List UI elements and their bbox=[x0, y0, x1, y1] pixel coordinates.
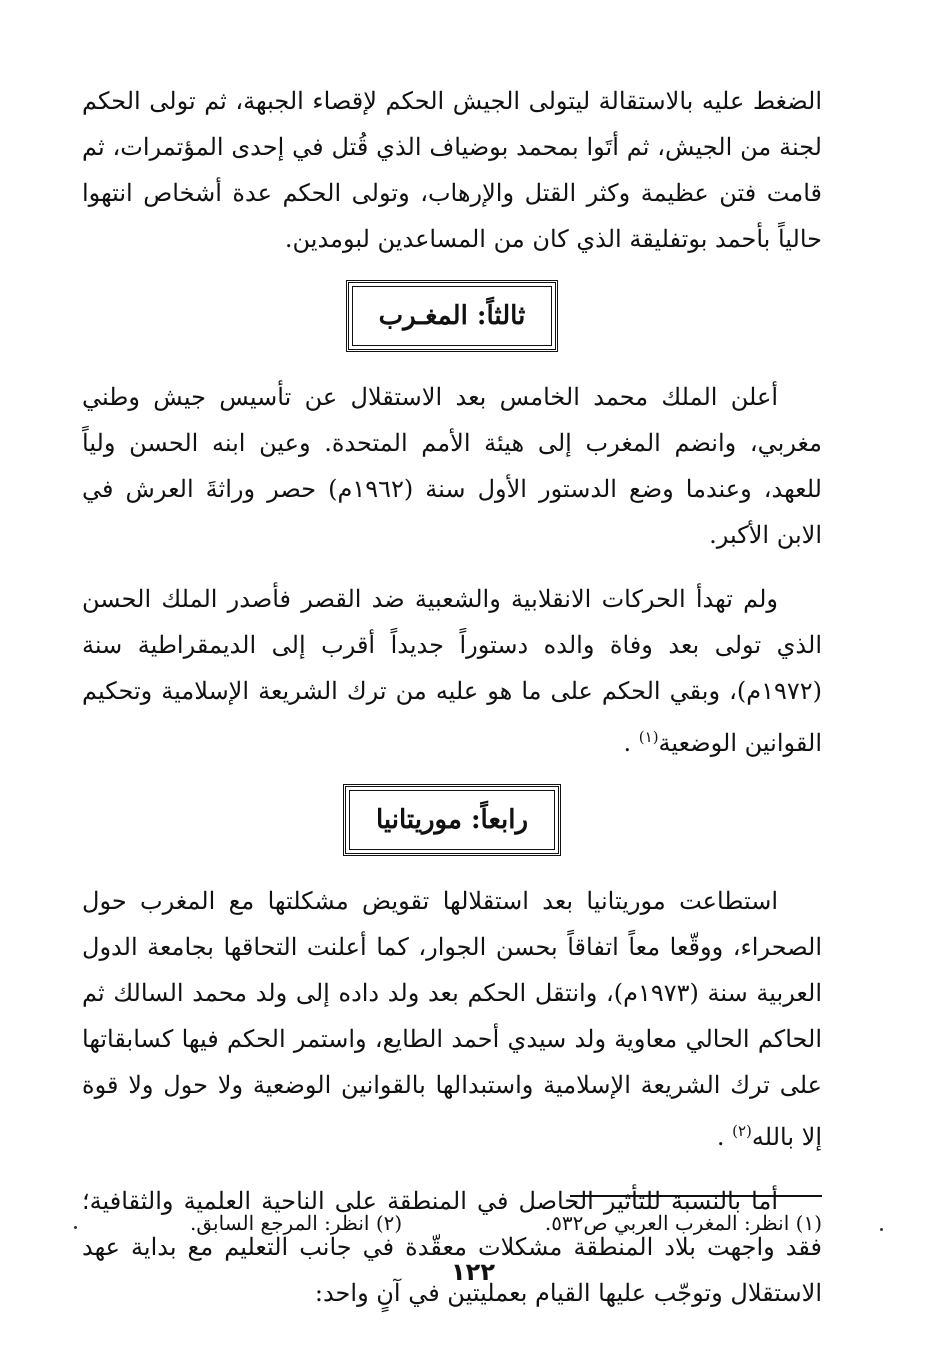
footnote-divider bbox=[570, 1195, 822, 1197]
heading-mauritania: رابعاً: موريتانيا bbox=[349, 790, 555, 850]
scan-speck bbox=[74, 1226, 77, 1229]
paragraph-morocco-2 bbox=[82, 576, 822, 766]
scan-speck bbox=[880, 1228, 883, 1231]
heading-morocco-box bbox=[346, 280, 559, 352]
paragraph-morocco-2-end: . bbox=[623, 729, 639, 757]
heading-mauritania-wrap bbox=[82, 784, 822, 856]
page-body bbox=[82, 78, 822, 1334]
paragraph-education: أما بالنسبة للتأثير الحاصل في المنطقة على الناحية العلمية والثقافية؛ فقد واجهت بلاد المنطقة مشكلات معقّدة في جانب التعليم مع بداية عهد الاستقلال وتوجّب عليها القيام بعمليتين في آنٍ واحد: bbox=[82, 1187, 822, 1307]
footnote-2: (٢) انظر: المرجع السابق. bbox=[190, 1211, 403, 1235]
paragraph-algeria-end: الضغط عليه بالاستقالة ليتولى الجيش الحكم لإقصاء الجبهة، ثم تولى الحكم لجنة من الجيش، ثم أتَوا بمحمد بوضياف الذي قُتل في إحدى المؤتمرات، ثم قامت فتن عظيمة وكثر القتل والإرهاب، وتولى الحكم عدة أشخاص انتهوا حالياً بأحمد بوتفليقة الذي كان من المساعدين لبومدين. bbox=[82, 87, 822, 253]
footnote-ref-2: (٢) bbox=[732, 1122, 752, 1140]
footnote-ref-1: (١) bbox=[638, 728, 659, 746]
paragraph-mauritania-end: . bbox=[716, 1123, 733, 1151]
page-number: ١٢٢ bbox=[451, 1258, 495, 1286]
paragraph-mauritania bbox=[82, 878, 822, 1160]
paragraph-morocco-1: أعلن الملك محمد الخامس بعد الاستقلال عن تأسيس جيش وطني مغربي، وانضم المغرب إلى هيئة الأمم المتحدة. وعين ابنه الحسن ولياً للعهد، وعندما وضع الدستور الأول سنة (١٩٦٢م) حصر وراثةَ العرش في الابن الأكبر. bbox=[82, 383, 822, 549]
paragraph-mauritania-text: استطاعت موريتانيا بعد استقلالها تقويض مشكلتها مع المغرب حول الصحراء، ووقّعا معاً اتفاقاً بحسن الجوار، كما أعلنت التحاقها بجامعة الدول العربية سنة (١٩٧٣م)، وانتقل الحكم بعد ولد داده إلى ولد محمد السالك ثم الحاكم الحالي معاوية ولد سيدي أحمد الطايع، واستمر الحكم فيها كسابقاتها على ترك الشريعة الإسلامية واستبدالها بالقوانين الوضعية ولا حول ولا قوة إلا بالله bbox=[82, 887, 822, 1151]
footnotes bbox=[190, 1206, 822, 1240]
heading-morocco-wrap bbox=[82, 280, 822, 352]
heading-morocco: ثالثاً: المغـرب bbox=[352, 286, 553, 346]
heading-mauritania-box bbox=[343, 784, 561, 856]
paragraph-morocco-2-text: ولم تهدأ الحركات الانقلابية والشعبية ضد القصر فأصدر الملك الحسن الذي تولى بعد وفاة والده دستوراً جديداً أقرب إلى الديمقراطية سنة (١٩٧٢م)، وبقي الحكم على ما هو عليه من ترك الشريعة الإسلامية وتحكيم القوانين الوضعية bbox=[82, 585, 822, 757]
footnote-1: (١) انظر: المغرب العربي ص٥٣٢. bbox=[544, 1211, 822, 1235]
